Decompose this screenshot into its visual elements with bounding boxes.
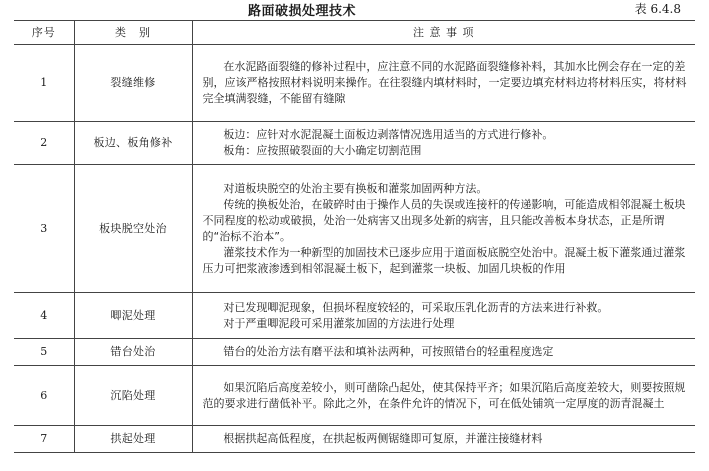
row-category: 裂缝维修 [74, 45, 192, 122]
header-notes: 注 意 事 项 [192, 21, 695, 45]
row-notes [192, 122, 695, 165]
row-category: 错台处治 [74, 339, 192, 366]
row-notes [192, 339, 695, 366]
row-category: 沉陷处理 [74, 366, 192, 426]
table-number: 表 6.4.8 [634, 2, 681, 16]
table-row [14, 45, 695, 122]
row-serial-number: 6 [14, 366, 74, 426]
note-paragraph: 板角：应按照破裂面的大小确定切割范围 [223, 144, 422, 157]
row-serial-number: 5 [14, 339, 74, 366]
row-notes [192, 426, 695, 453]
row-category: 拱起处理 [74, 426, 192, 453]
row-serial-number: 3 [14, 165, 74, 293]
note-paragraph: 在水泥路面裂缝的修补过程中，应注意不同的水泥路面裂缝修补料，其加水比例会存在一定的差别，应该严格按照材料说明来操作。在往裂缝内填材料时，一定要边填充材料边将材料压实，将材料完全填满裂缝，不能留有缝隙 [202, 60, 687, 105]
note-paragraph: 灌浆技术作为一种新型的加固技术已逐步应用于道面板底脱空处治中。混凝土板下灌浆通过灌浆压力可把浆液渗透到相邻混凝土板下，起到灌浆一块板、加固几块板的作用 [202, 245, 686, 275]
row-serial-number: 4 [14, 293, 74, 339]
row-notes [192, 293, 695, 339]
row-category: 板边、板角修补 [74, 122, 192, 165]
page-title: 路面破损处理技术 [248, 4, 357, 19]
header-serial-number: 序号 [14, 21, 74, 45]
note-paragraph: 对道板块脱空的处治主要有换板和灌浆加固两种方法。 [223, 181, 488, 195]
table-row [14, 366, 695, 426]
note-paragraph: 错台的处治方法有磨平法和填补法两种，可按照错台的轻重程度选定 [223, 345, 554, 358]
header-category: 类 别 [74, 21, 192, 45]
note-paragraph: 根据拱起高低程度，在拱起板两侧锯缝即可复原，并灌注接缝材料 [223, 432, 543, 445]
note-paragraph: 对已发现唧泥现象，但损坏程度较轻的，可采取压乳化沥青的方法来进行补救。 [223, 300, 609, 314]
table-row [14, 293, 695, 339]
table-row [14, 339, 695, 366]
table-row [14, 426, 695, 453]
table-body [14, 45, 695, 453]
row-serial-number: 1 [14, 45, 74, 122]
row-serial-number: 2 [14, 122, 74, 165]
table-row [14, 122, 695, 165]
row-category: 唧泥处理 [74, 293, 192, 339]
treatment-table [14, 20, 695, 453]
row-serial-number: 7 [14, 426, 74, 453]
row-notes [192, 165, 695, 293]
row-category: 板块脱空处治 [74, 165, 192, 293]
note-paragraph: 板边：应针对水泥混凝土面板边剥落情况选用适当的方式进行修补。 [223, 128, 554, 141]
table-header-row [14, 21, 695, 45]
row-notes [192, 45, 695, 122]
table-row [14, 165, 695, 293]
note-paragraph: 传统的换板处治，在破碎时由于操作人员的失误或连接杆的传递影响，可能造成相邻混凝土板块不同程度的松动或破损，处治一处病害又出现多处新的病害，且只能改善板本身状态，正是所谓的“治标不治本”。 [202, 197, 686, 243]
note-paragraph: 对于严重唧泥段可采用灌浆加固的方法进行处理 [223, 316, 455, 330]
row-notes [192, 366, 695, 426]
note-paragraph: 如果沉陷后高度差较小，则可凿除凸起处，使其保持平齐；如果沉陷后高度差较大，则要按照规范的要求进行凿低补平。除此之外，在条件允许的情况下，可在低处铺筑一定厚度的沥青混凝土 [202, 380, 686, 410]
